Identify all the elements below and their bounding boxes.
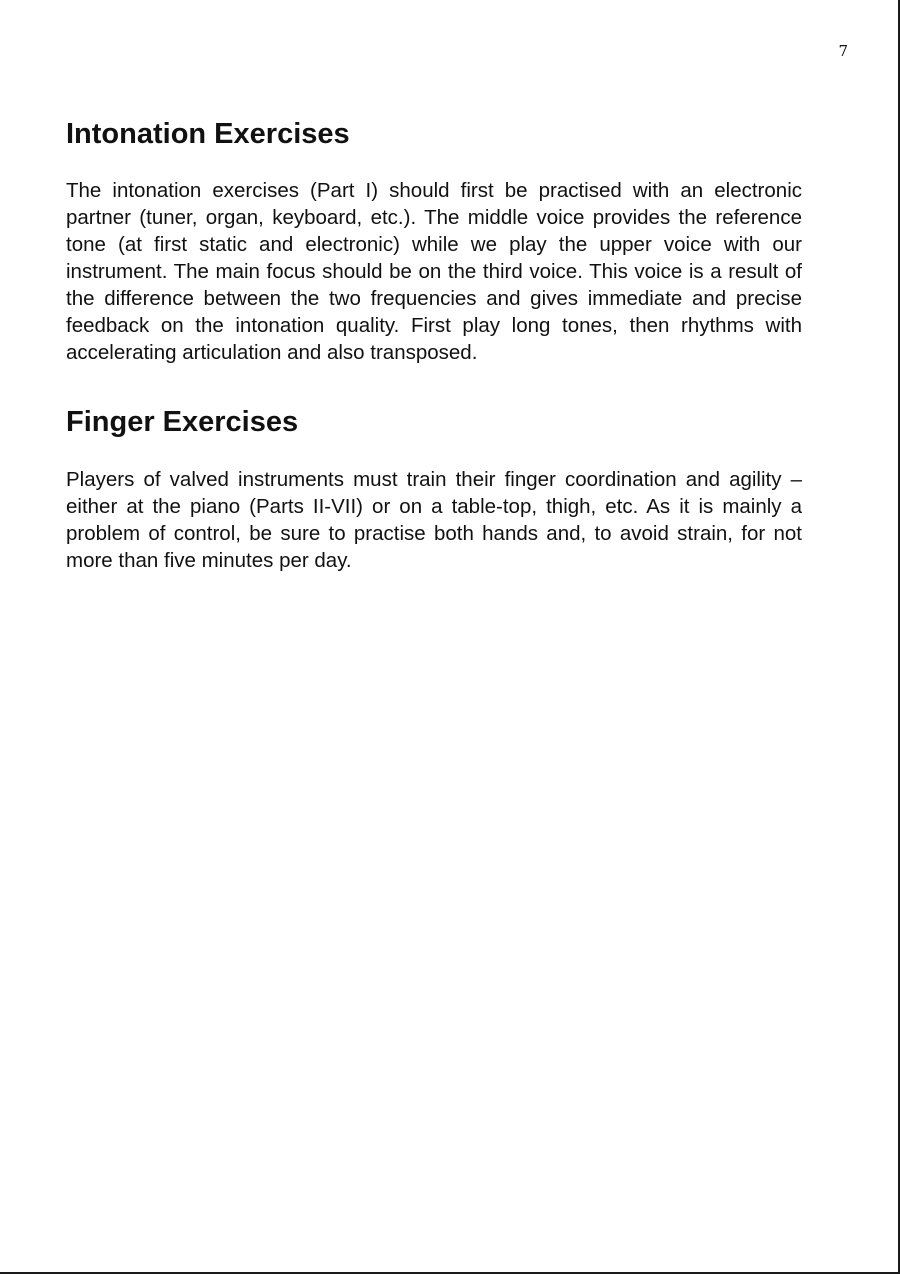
page-number: 7 xyxy=(838,42,848,60)
section-intonation-exercises xyxy=(66,118,802,366)
section-paragraph: The intonation exercises (Part I) should first be practised with an electronic partner (tuner, organ, keyboard, etc.). The middle voice provides the reference tone (at first static and electronic) while we play the upper voice with our instrument. The main focus should be on the third voice. This voice is a result of the difference between the two frequencies and gives immediate and precise feedback on the intonation quality. First play long tones, then rhythms with accelerating articulation and also transposed. xyxy=(66,179,802,365)
section-heading: Intonation Exercises xyxy=(66,118,350,150)
section-paragraph: Players of valved instruments must train their finger coordination and agility – either at the piano (Parts II-VII) or on a table-top, thigh, etc. As it is mainly a problem of control, be sure to practise both hands and, to avoid strain, for not more than five minutes per day. xyxy=(66,467,802,572)
section-finger-exercises xyxy=(66,406,802,573)
page-content xyxy=(66,118,802,614)
section-heading: Finger Exercises xyxy=(66,406,299,439)
